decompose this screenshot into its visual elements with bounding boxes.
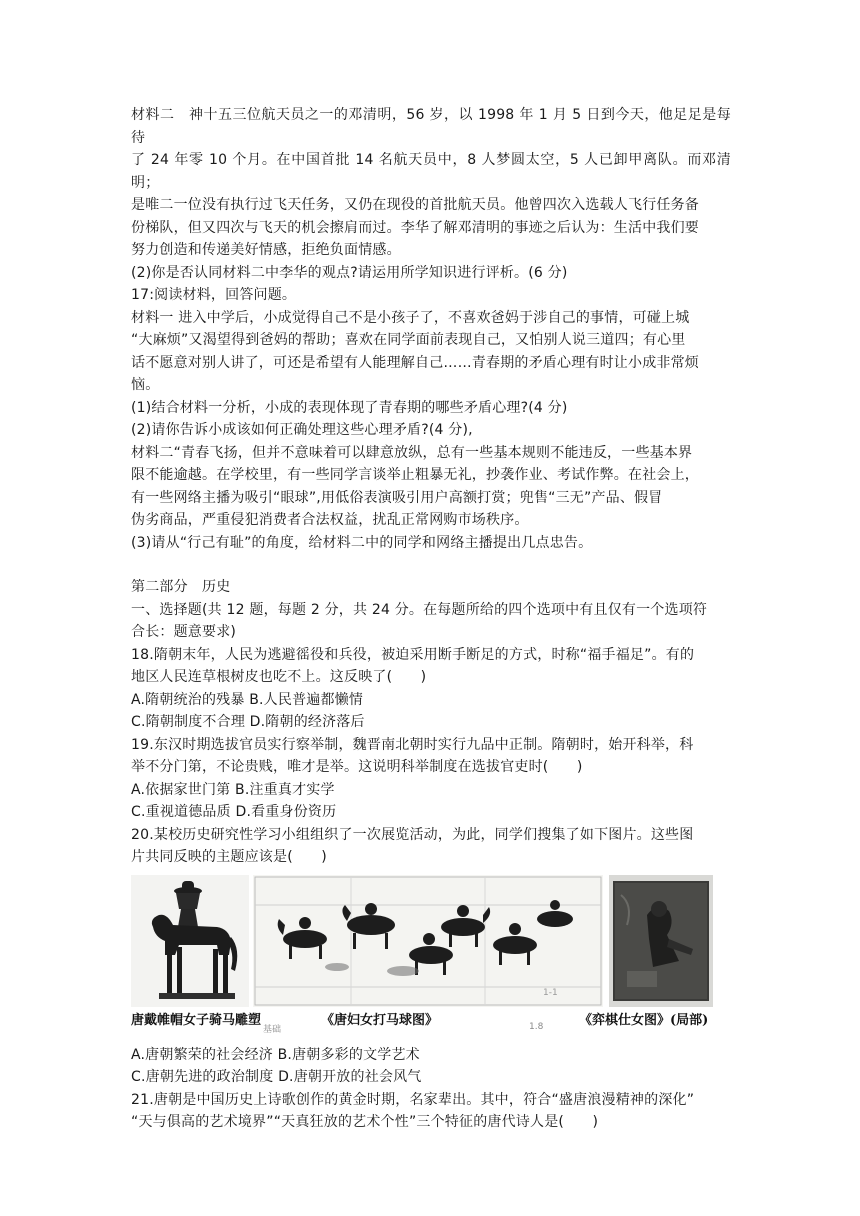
caption-horse-rider-sculpture: 唐戴帷帽女子骑马雕塑	[131, 1012, 262, 1028]
question-17-2: (2)请你告诉小成该如何正确处理这些心理矛盾?(4 分),	[131, 422, 473, 438]
section-heading-history: 第二部分 历史	[131, 579, 231, 595]
go-playing-ladies-image	[609, 875, 713, 1007]
material-1-line: 话不愿意对别人讲了，可还是希望有人能理解自己……青春期的矛盾心理有时让小成非常烦	[131, 354, 699, 371]
question-20-options: A.唐朝繁荣的社会经济 B.唐朝多彩的文学艺术	[131, 1046, 420, 1063]
material-1-line: 材料一 进入中学后，小成觉得自己不是小孩子了，不喜欢爸妈于涉自己的事情，可碰上城	[131, 309, 690, 326]
scan-mark: 1.8	[529, 1021, 544, 1032]
material-2-line: 份梯队，但又四次与飞天的机会擦肩而过。李华了解邓清明的事迹之后认为：生活中我们要	[131, 219, 699, 236]
question-20-stem: 20.某校历史研究性学习小组组织了一次展览活动，为此，同学们搜集了如下图片。这些图	[131, 826, 694, 843]
polo-painting-image	[253, 875, 603, 1007]
instructions-line: 合长：题意要求)	[131, 624, 237, 640]
material-2b-line: 有一些网络主播为吸引“眼球”,用低俗表演吸引用户高额打赏；兜售“三无”产品、假冒	[131, 489, 663, 506]
material-2-line: 材料二 神十五三位航天员之一的邓清明，56 岁，以 1998 年 1 月 5 日到今天，他足足是每待	[131, 107, 731, 146]
question-17-1: (1)结合材料一分析，小成的表现体现了青春期的哪些矛盾心理?(4 分)	[131, 399, 568, 416]
question-20-stem: 片共同反映的主题应该是( )	[131, 849, 327, 865]
material-2-line: 了 24 年零 10 个月。在中国首批 14 名航天员中，8 人梦圆太空，5 人已卸甲离队。而邓清明；	[131, 152, 731, 191]
question-17-3: (3)请从“行己有耻”的角度，给材料二中的同学和网络主播提出几点忠告。	[131, 534, 593, 551]
question-21-stem: 21.唐朝是中国历史上诗歌创作的黄金时期，名家辈出。其中，符合“盛唐浪漫精神的深化”	[131, 1091, 695, 1108]
material-2b-line: 材料二“青春飞扬，但并不意味着可以肆意放纵，总有一些基本规则不能违反，一些基本界	[131, 444, 693, 461]
question-16-2: (2)你是否认同材料二中李华的观点?请运用所学知识进行评析。(6 分)	[131, 264, 568, 281]
question-18-options: A.隋朝统治的残暴 B.人民普遍都懒情	[131, 691, 364, 708]
material-2-line: 是唯二一位没有执行过飞天任务，又仍在现役的首批航天员。他曾四次入选载人飞行任务备	[131, 197, 699, 213]
question-19-options: A.依据家世门第 B.注重真才实学	[131, 781, 335, 798]
material-1-line: “大麻烦”又渴望得到爸妈的帮助；喜欢在同学面前表现自己，又怕别人说三道四；有心里	[131, 332, 686, 348]
caption-go-playing-ladies: 《弈棋仕女图》(局部)	[579, 1012, 709, 1028]
question-18-options: C.隋朝制度不合理 D.隋朝的经济落后	[131, 714, 365, 730]
section-gap	[131, 554, 731, 576]
question-19-stem: 举不分门第，不论贵贱，唯才是举。这说明科举制度在选拔官吏时( )	[131, 759, 583, 775]
exam-page	[131, 104, 731, 1134]
question-19-options: C.重视道德品质 D.看重身份资历	[131, 804, 337, 820]
material-2-line: 努力创造和传递美好情感，拒绝负面情感。	[131, 242, 401, 258]
question-17-heading: 17:阅读材料，回答问题。	[131, 287, 297, 303]
question-20-options: C.唐朝先进的政治制度 D.唐朝开放的社会风气	[131, 1069, 422, 1085]
question-18-stem: 地区人民连草根树皮也吃不上。这反映了( )	[131, 669, 427, 685]
svg-text:1-1: 1-1	[543, 987, 558, 998]
horse-rider-sculpture-image	[131, 875, 249, 1007]
question-20-figure	[131, 875, 731, 1040]
question-21-stem: “天与俱高的艺术境界”“天真狂放的艺术个性”三个特征的唐代诗人是( )	[131, 1114, 599, 1130]
caption-polo-painting: 《唐妇女打马球图》	[321, 1012, 439, 1028]
instructions-line: 一、选择题(共 12 题，每题 2 分，共 24 分。在每题所给的四个选项中有且仅有一个选项符	[131, 601, 708, 618]
question-19-stem: 19.东汉时期选拔官员实行察举制，魏晋南北朝时实行九品中正制。隋朝时，始开科举，科	[131, 736, 694, 753]
material-2b-line: 伪劣商品，严重侵犯消费者合法权益，扰乱正常网购市场秩序。	[131, 512, 529, 528]
material-1-line: 恼。	[131, 377, 160, 393]
question-18-stem: 18.隋朝末年，人民为逃避徭役和兵役，被迫采用断手断足的方式，时称“福手福足”。有的	[131, 646, 695, 663]
scan-mark: 基础	[263, 1024, 282, 1035]
material-2b-line: 限不能逾越。在学校里，有一些同学言谈举止粗暴无礼，抄袭作业、考试作弊。在社会上，	[131, 467, 699, 483]
